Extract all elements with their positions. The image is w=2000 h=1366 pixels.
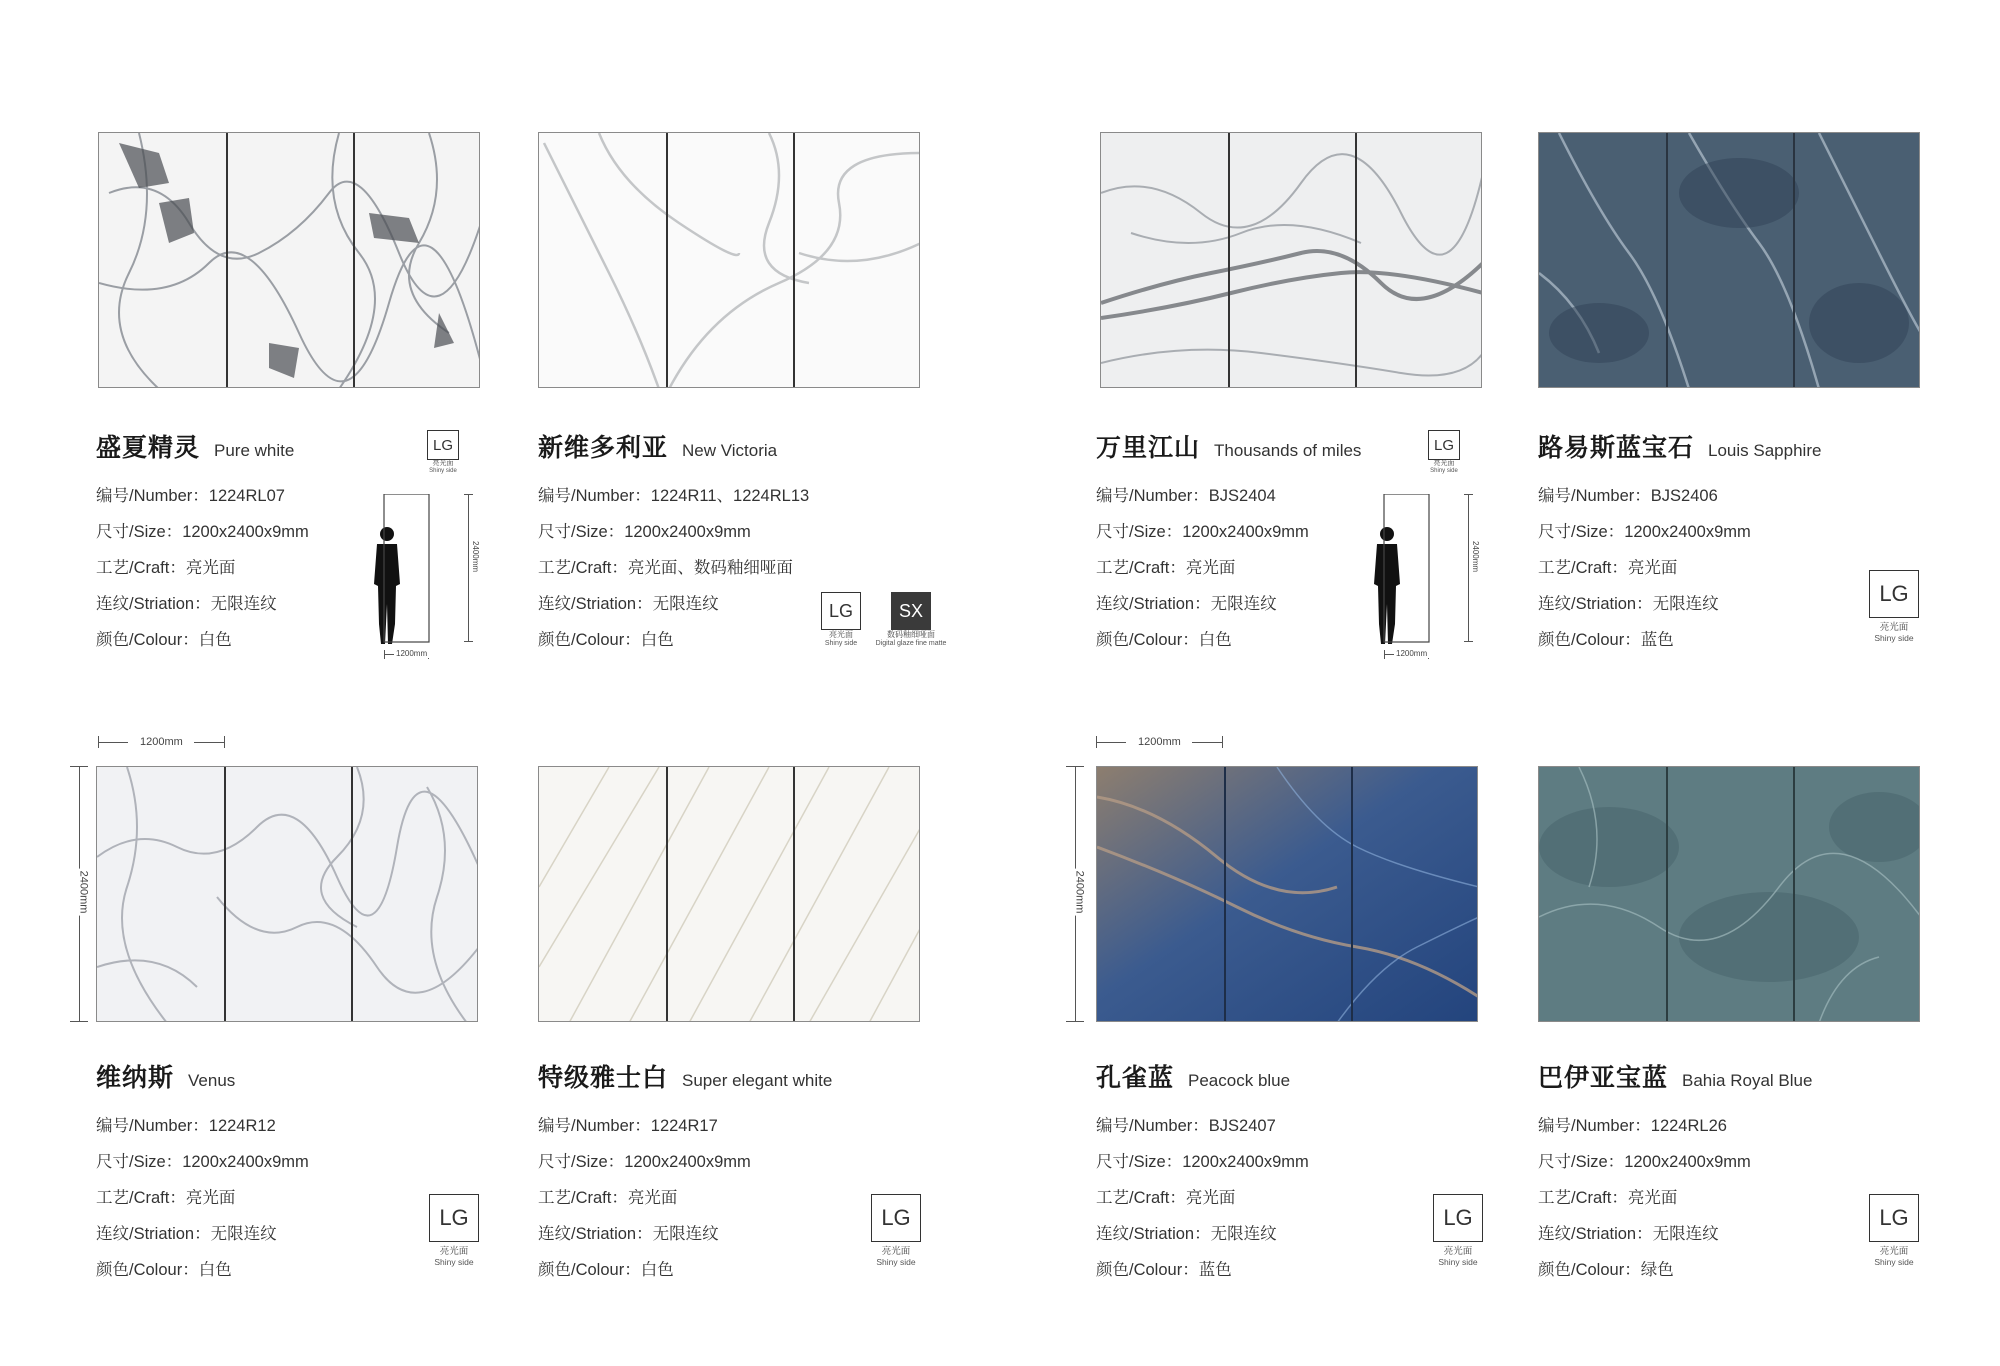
label-number: 编号/Number： xyxy=(1096,487,1209,505)
value-number: BJS2407 xyxy=(1208,1117,1276,1135)
product-name-en: Venus xyxy=(188,1071,236,1090)
spec-list xyxy=(96,478,309,658)
label-colour: 颜色/Colour： xyxy=(1538,1261,1641,1279)
label-craft: 工艺/Craft： xyxy=(1096,559,1186,577)
product-name-cn: 孔雀蓝 xyxy=(1096,1064,1175,1092)
value-colour: 白色 xyxy=(640,1261,674,1279)
label-number: 编号/Number： xyxy=(538,1117,651,1135)
finish-badge xyxy=(818,592,864,648)
label-size: 尺寸/Size： xyxy=(1096,1153,1183,1171)
value-size: 1200x2400x9mm xyxy=(1624,1153,1751,1171)
badge-label-cn: 亮光面 xyxy=(432,460,454,467)
badge-label-en: Shiny side xyxy=(434,1257,474,1267)
value-number: BJS2406 xyxy=(1650,487,1718,505)
value-striation: 无限连纹 xyxy=(652,595,719,613)
label-size: 尺寸/Size： xyxy=(538,523,625,541)
product-name-en: Pure white xyxy=(214,441,295,460)
slab-image xyxy=(98,132,480,388)
label-striation: 连纹/Striation： xyxy=(538,1225,653,1243)
slab-image xyxy=(538,132,920,388)
scale-figure xyxy=(1370,494,1480,666)
label-size: 尺寸/Size： xyxy=(96,1153,183,1171)
value-size: 1200x2400x9mm xyxy=(624,1153,751,1171)
label-striation: 连纹/Striation： xyxy=(1538,595,1653,613)
spec-list xyxy=(1538,1108,1751,1288)
dimension-height: 2400mm xyxy=(471,540,481,573)
label-size: 尺寸/Size： xyxy=(96,523,183,541)
slab-image xyxy=(1538,132,1920,388)
value-striation: 无限连纹 xyxy=(210,1225,277,1243)
label-colour: 颜色/Colour： xyxy=(1538,631,1641,649)
value-craft: 亮光面 xyxy=(185,1189,236,1207)
badge-code: LG xyxy=(1428,430,1460,460)
value-size: 1200x2400x9mm xyxy=(182,523,309,541)
value-number: 1224RL07 xyxy=(208,487,285,505)
value-colour: 绿色 xyxy=(1640,1261,1674,1279)
value-striation: 无限连纹 xyxy=(210,595,277,613)
badge-label-en: Shiny side xyxy=(429,468,457,474)
label-number: 编号/Number： xyxy=(538,487,651,505)
value-size: 1200x2400x9mm xyxy=(624,523,751,541)
badge-label-cn: 亮光面 xyxy=(1443,1246,1473,1257)
product-name-en: Thousands of miles xyxy=(1214,441,1362,460)
value-striation: 无限连纹 xyxy=(1210,1225,1277,1243)
product-name-cn: 万里江山 xyxy=(1096,434,1201,462)
badge-code: LG xyxy=(427,430,459,460)
dimension-marker xyxy=(1096,736,1226,748)
value-number: 1224R11、1224RL13 xyxy=(650,487,810,505)
value-number: 1224R12 xyxy=(208,1117,276,1135)
label-colour: 颜色/Colour： xyxy=(1096,1261,1199,1279)
value-colour: 白色 xyxy=(1198,631,1232,649)
finish-badge xyxy=(1428,1194,1488,1267)
label-colour: 颜色/Colour： xyxy=(96,1261,199,1279)
slab-image xyxy=(538,766,920,1022)
label-size: 尺寸/Size： xyxy=(538,1153,625,1171)
value-colour: 蓝色 xyxy=(1198,1261,1232,1279)
spec-list xyxy=(1538,478,1751,658)
value-striation: 无限连纹 xyxy=(1652,1225,1719,1243)
dimension-width: 1200mm xyxy=(1396,649,1428,658)
label-striation: 连纹/Striation： xyxy=(538,595,653,613)
badge-label-en: Shiny side xyxy=(1874,633,1914,643)
slab-image xyxy=(1100,132,1482,388)
spec-list xyxy=(538,478,809,658)
value-craft: 亮光面 xyxy=(1185,1189,1236,1207)
label-colour: 颜色/Colour： xyxy=(538,631,641,649)
value-craft: 亮光面、数码釉细哑面 xyxy=(627,559,793,577)
label-colour: 颜色/Colour： xyxy=(1096,631,1199,649)
badge-label-cn: 亮光面 xyxy=(829,630,853,639)
dimension-width: 1200mm xyxy=(1138,736,1181,748)
scale-figure xyxy=(370,494,480,666)
label-striation: 连纹/Striation： xyxy=(1096,595,1211,613)
finish-badge xyxy=(1864,1194,1924,1267)
label-craft: 工艺/Craft： xyxy=(1538,1189,1628,1207)
label-craft: 工艺/Craft： xyxy=(96,559,186,577)
spec-list xyxy=(538,1108,751,1288)
value-size: 1200x2400x9mm xyxy=(1182,523,1309,541)
product-name-cn: 特级雅士白 xyxy=(538,1064,669,1092)
badge-code: LG xyxy=(1869,570,1919,618)
dimension-marker xyxy=(1066,766,1086,1022)
value-number: 1224R17 xyxy=(650,1117,718,1135)
product-name-en: Peacock blue xyxy=(1188,1071,1291,1090)
badge-label-cn: 亮光面 xyxy=(1433,460,1455,467)
badge-label-en: Shiny side xyxy=(824,640,858,647)
product-name-cn: 维纳斯 xyxy=(96,1064,175,1092)
value-craft: 亮光面 xyxy=(627,1189,678,1207)
label-craft: 工艺/Craft： xyxy=(1538,559,1628,577)
dimension-marker xyxy=(98,736,228,748)
dimension-height: 2400mm xyxy=(77,870,90,914)
label-size: 尺寸/Size： xyxy=(1096,523,1183,541)
dimension-width: 1200mm xyxy=(396,649,428,658)
label-striation: 连纹/Striation： xyxy=(96,595,211,613)
product-name-en: New Victoria xyxy=(682,441,778,460)
dimension-width: 1200mm xyxy=(140,736,183,748)
product-name-en: Super elegant white xyxy=(682,1071,833,1090)
badge-label-en: Shiny side xyxy=(1430,468,1458,474)
label-number: 编号/Number： xyxy=(1538,1117,1651,1135)
slab-image xyxy=(1538,766,1920,1022)
badge-code: LG xyxy=(429,1194,479,1242)
label-number: 编号/Number： xyxy=(96,487,209,505)
value-colour: 白色 xyxy=(640,631,674,649)
finish-badge xyxy=(866,1194,926,1267)
value-colour: 白色 xyxy=(198,1261,232,1279)
label-colour: 颜色/Colour： xyxy=(96,631,199,649)
label-number: 编号/Number： xyxy=(96,1117,209,1135)
product-name-cn: 盛夏精灵 xyxy=(96,434,201,462)
badge-code: SX xyxy=(891,592,931,630)
slab-image xyxy=(1096,766,1478,1022)
slab-image xyxy=(96,766,478,1022)
product-name-cn: 路易斯蓝宝石 xyxy=(1538,434,1695,462)
value-number: 1224RL26 xyxy=(1650,1117,1727,1135)
badge-label-cn: 亮光面 xyxy=(1879,622,1909,633)
product-name-en: Louis Sapphire xyxy=(1708,441,1822,460)
finish-badge xyxy=(1424,430,1464,475)
value-number: BJS2404 xyxy=(1208,487,1276,505)
label-craft: 工艺/Craft： xyxy=(96,1189,186,1207)
value-craft: 亮光面 xyxy=(1185,559,1236,577)
value-size: 1200x2400x9mm xyxy=(1182,1153,1309,1171)
label-striation: 连纹/Striation： xyxy=(1096,1225,1211,1243)
label-striation: 连纹/Striation： xyxy=(96,1225,211,1243)
label-striation: 连纹/Striation： xyxy=(1538,1225,1653,1243)
value-craft: 亮光面 xyxy=(185,559,236,577)
label-craft: 工艺/Craft： xyxy=(1096,1189,1186,1207)
spec-list xyxy=(1096,478,1309,658)
spec-list xyxy=(1096,1108,1309,1288)
label-craft: 工艺/Craft： xyxy=(538,1189,628,1207)
label-number: 编号/Number： xyxy=(1538,487,1651,505)
value-colour: 蓝色 xyxy=(1640,631,1674,649)
badge-label-en: Shiny side xyxy=(1438,1257,1478,1267)
badge-label-cn: 数码釉细哑面 xyxy=(887,630,935,639)
label-size: 尺寸/Size： xyxy=(1538,1153,1625,1171)
dimension-height: 2400mm xyxy=(1073,870,1086,914)
value-striation: 无限连纹 xyxy=(1210,595,1277,613)
value-striation: 无限连纹 xyxy=(652,1225,719,1243)
value-size: 1200x2400x9mm xyxy=(1624,523,1751,541)
badge-label-en: Shiny side xyxy=(876,1257,916,1267)
label-size: 尺寸/Size： xyxy=(1538,523,1625,541)
label-colour: 颜色/Colour： xyxy=(538,1261,641,1279)
finish-badge xyxy=(424,1194,484,1267)
dimension-height: 2400mm xyxy=(1471,540,1481,573)
value-striation: 无限连纹 xyxy=(1652,595,1719,613)
badge-label-en: Digital glaze fine matte xyxy=(875,640,947,647)
value-colour: 白色 xyxy=(198,631,232,649)
finish-badge xyxy=(423,430,463,475)
badge-code: LG xyxy=(821,592,861,630)
badge-code: LG xyxy=(1433,1194,1483,1242)
badge-code: LG xyxy=(1869,1194,1919,1242)
badge-label-cn: 亮光面 xyxy=(1879,1246,1909,1257)
spec-list xyxy=(96,1108,309,1288)
value-craft: 亮光面 xyxy=(1627,1189,1678,1207)
finish-badge-matte xyxy=(868,592,954,648)
product-name-cn: 新维多利亚 xyxy=(538,434,669,462)
badge-label-cn: 亮光面 xyxy=(439,1246,469,1257)
label-craft: 工艺/Craft： xyxy=(538,559,628,577)
dimension-marker xyxy=(70,766,90,1022)
value-size: 1200x2400x9mm xyxy=(182,1153,309,1171)
product-name-en: Bahia Royal Blue xyxy=(1682,1071,1813,1090)
label-number: 编号/Number： xyxy=(1096,1117,1209,1135)
finish-badge xyxy=(1864,570,1924,643)
badge-label-en: Shiny side xyxy=(1874,1257,1914,1267)
badge-code: LG xyxy=(871,1194,921,1242)
value-craft: 亮光面 xyxy=(1627,559,1678,577)
badge-label-cn: 亮光面 xyxy=(881,1246,911,1257)
product-name-cn: 巴伊亚宝蓝 xyxy=(1538,1064,1669,1092)
